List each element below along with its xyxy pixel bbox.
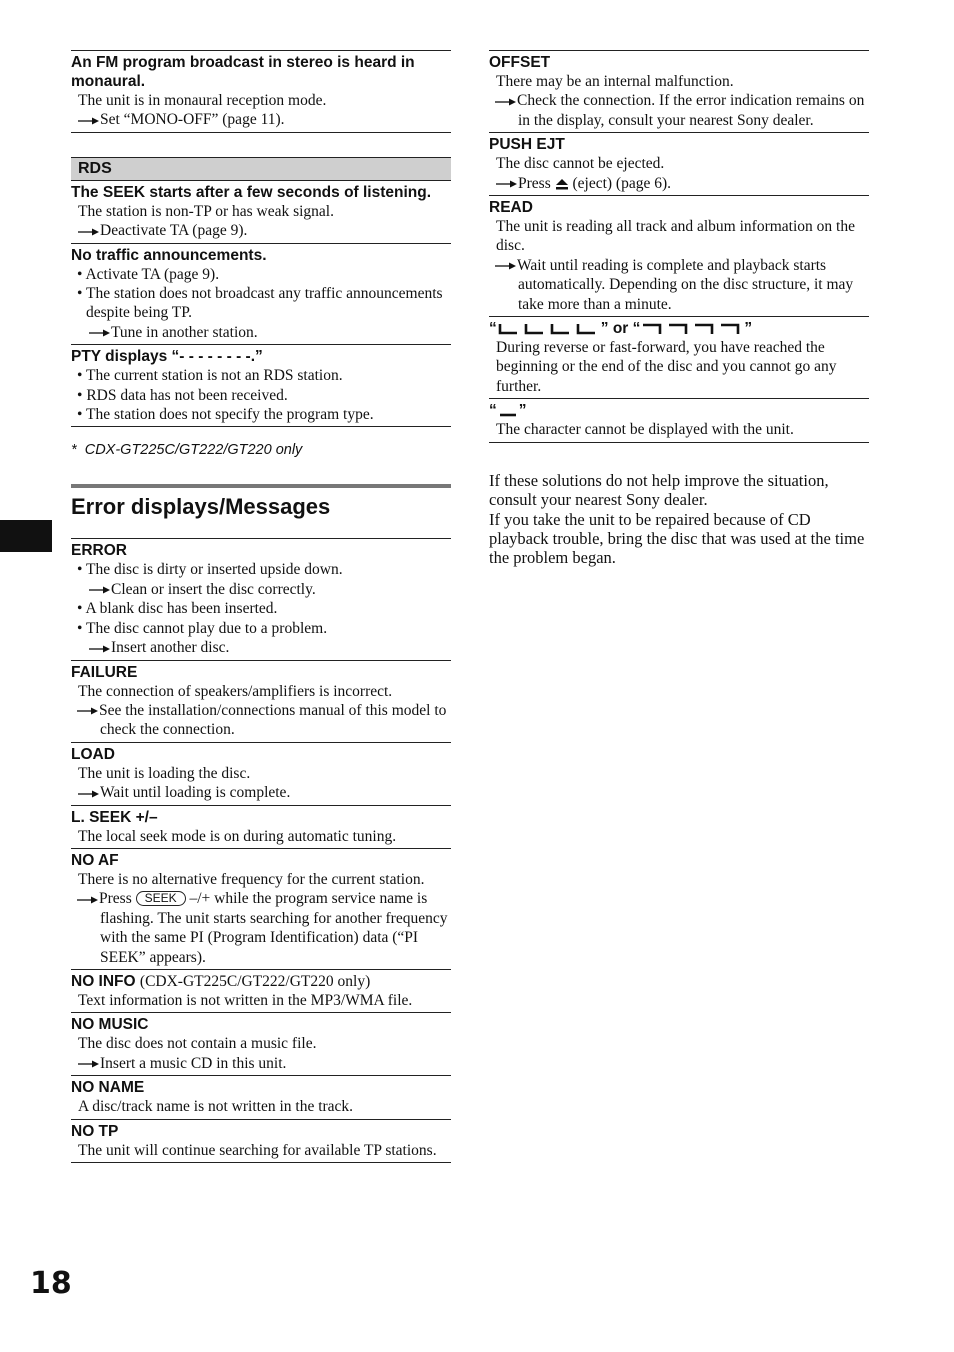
push-ejt-entry [489, 132, 869, 195]
bullet-item: • The current station is not an RDS station. [77, 367, 343, 385]
entry-remedy: Press SEEK –/+ while the program service name is flashing. The unit starts searching for another frequency with the same PI (Program Identification) data (“PI SEEK” appears). [71, 889, 451, 967]
entry-model-note: (CDX-GT225C/GT222/GT220 only) [139, 972, 371, 990]
arrow-right-icon [496, 174, 518, 193]
entry-heading: FAILURE [71, 663, 138, 681]
load-entry [71, 742, 451, 805]
fm-monaural-entry [71, 50, 451, 133]
entry-remedy: Set “MONO-OFF” (page 11). [71, 110, 451, 129]
no-af-entry [71, 848, 451, 969]
arrow-right-icon [78, 221, 100, 240]
entry-heading: The SEEK starts after a few seconds of listening. [71, 183, 432, 201]
entry-remedy: Deactivate TA (page 9). [71, 221, 451, 240]
entry-heading: No traffic announcements. [71, 246, 267, 264]
entry-remedy: Wait until reading is complete and playback starts automatically. Depending on the disc structure, it may take more than a minute. [489, 256, 869, 314]
entry-remedy: Wait until loading is complete. [71, 783, 451, 802]
arrow-right-icon [495, 256, 517, 275]
seek-entry [71, 183, 451, 243]
arrow-right-icon [89, 580, 111, 599]
entry-remedy: Press (eject) (page 6). [489, 174, 869, 193]
arrow-right-icon [78, 1054, 100, 1073]
bullet-item: • The disc is dirty or inserted upside down. [77, 561, 343, 579]
entry-heading: PTY displays “- - - - - - - -.” [71, 348, 263, 366]
entry-heading: NO TP [71, 1122, 119, 1140]
entry-cause: There may be an internal malfunction. [496, 73, 734, 90]
left-column [71, 50, 451, 1163]
read-entry [489, 195, 869, 316]
right-column [489, 50, 869, 568]
local-seek-entry [71, 805, 451, 848]
no-name-entry [71, 1075, 451, 1118]
entry-cause: The unit is reading all track and album information on the disc. [496, 218, 855, 255]
segment-underscore-icon [497, 402, 519, 419]
bullet-item: • A blank disc has been inserted. [77, 600, 278, 618]
arrow-right-icon [77, 889, 99, 908]
entry-heading: “ ” [489, 402, 527, 420]
entry-remedy: Clean or insert the disc correctly. [71, 580, 451, 599]
bullet-item: • RDS data has not been received. [77, 386, 288, 404]
offset-entry [489, 50, 869, 132]
bullet-item: • The station does not broadcast any traffic announcements despite being TP. [77, 285, 443, 322]
footnote: * CDX-GT225C/GT222/GT220 only [71, 442, 303, 459]
entry-cause: During reverse or fast-forward, you have reached the beginning or the end of the disc and you cannot go any further. [496, 339, 837, 395]
entry-cause: The local seek mode is on during automatic tuning. [78, 827, 397, 845]
entry-cause: The unit is loading the disc. [78, 764, 251, 782]
segment-top-right-icon [640, 320, 744, 337]
eject-icon [555, 175, 569, 192]
arrow-right-icon [89, 638, 111, 657]
entry-cause: The unit is in monaural reception mode. [78, 92, 327, 109]
entry-remedy: Insert a music CD in this unit. [71, 1054, 451, 1073]
entry-remedy: Check the connection. If the error indication remains on in the display, consult your nearest Sony dealer. [489, 91, 869, 130]
entry-heading: READ [489, 199, 533, 217]
bullet-item: • Activate TA (page 9). [77, 265, 220, 283]
traffic-entry [71, 243, 451, 345]
entry-cause: The disc does not contain a music file. [78, 1035, 317, 1053]
failure-entry [71, 660, 451, 742]
entry-cause: The character cannot be displayed with the unit. [496, 421, 794, 439]
no-music-entry [71, 1012, 451, 1075]
entry-cause: The disc cannot be ejected. [496, 155, 665, 173]
closing-note: If these solutions do not help improve the situation, consult your nearest Sony dealer. [489, 470, 829, 510]
section-tab-marker [0, 520, 52, 552]
entry-heading: “ ” or “ ” [489, 320, 753, 338]
entry-remedy: Insert another disc. [71, 638, 451, 657]
entry-heading: L. SEEK +/– [71, 808, 158, 826]
error-entry [71, 541, 451, 659]
entry-heading: NO MUSIC [71, 1016, 149, 1034]
no-tp-entry [71, 1119, 451, 1163]
entry-cause: There is no alternative frequency for the current station. [78, 870, 425, 888]
arrow-right-icon [89, 323, 111, 342]
page-number: 18 [30, 1266, 72, 1301]
entry-heading: NO NAME [71, 1079, 145, 1097]
entry-heading: PUSH EJT [489, 136, 565, 154]
entry-cause: The connection of speakers/amplifiers is incorrect. [78, 682, 393, 700]
rds-section-header: RDS [71, 157, 451, 181]
arrow-right-icon [78, 110, 100, 129]
pty-entry [71, 344, 451, 427]
entry-cause: The unit will continue searching for available TP stations. [78, 1141, 437, 1159]
bullet-item: • The disc cannot play due to a problem. [77, 619, 328, 637]
arrow-right-icon [77, 701, 99, 720]
underscore-display-entry [489, 398, 869, 442]
no-info-entry [71, 969, 451, 1012]
entry-heading: LOAD [71, 745, 115, 763]
entry-heading: OFFSET [489, 54, 551, 71]
section-title: Error displays/Messages [71, 484, 451, 539]
arrow-right-icon [78, 783, 100, 802]
segment-display-entry [489, 316, 869, 398]
bullet-item: • The station does not specify the program type. [77, 406, 374, 424]
entry-remedy: Tune in another station. [71, 323, 451, 342]
entry-remedy: See the installation/connections manual of this model to check the connection. [71, 701, 451, 740]
entry-heading: ERROR [71, 542, 127, 560]
entry-heading: NO INFO (CDX-GT225C/GT222/GT220 only) [71, 972, 371, 990]
arrow-right-icon [495, 91, 517, 110]
entry-cause: Text information is not written in the MP3/WMA file. [78, 991, 413, 1009]
entry-cause: A disc/track name is not written in the track. [78, 1098, 354, 1116]
seek-button-icon: SEEK [136, 891, 186, 906]
closing-note: If you take the unit to be repaired because of CD playback trouble, bring the disc that was used at the time the problem began. [489, 509, 865, 568]
entry-heading: NO AF [71, 851, 119, 869]
entry-heading: An FM program broadcast in stereo is heard in monaural. [71, 54, 415, 90]
entry-cause: The station is non-TP or has weak signal. [78, 202, 334, 220]
segment-bottom-left-icon [497, 320, 601, 337]
